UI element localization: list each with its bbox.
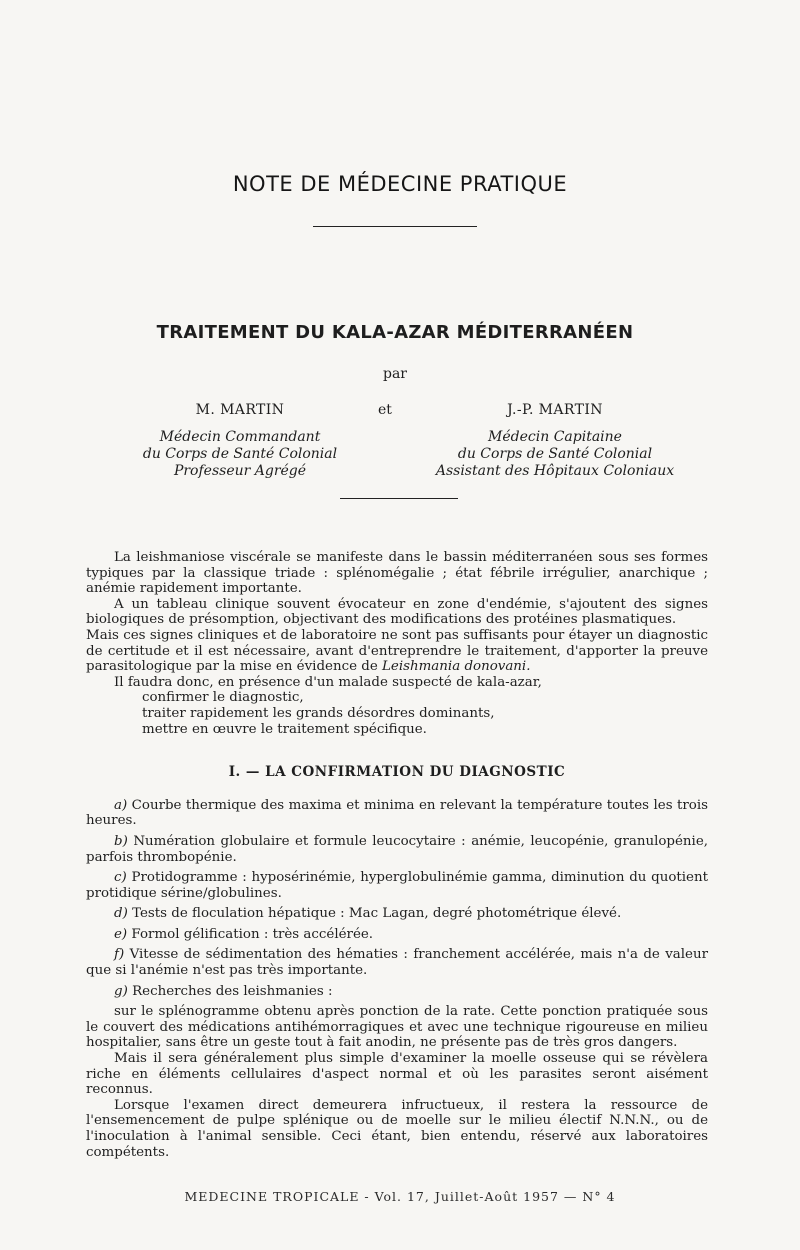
paragraph: Lorsque l'examen direct demeurera infructueux, il restera la ressource de l'ensemencement de pulpe splénique ou de moelle sur le milieu électif N.N.N., ou de l'inoculation à l'animal sensible. Ceci étant, bien entendu, réservé aux laboratoires compétents.	[86, 1097, 708, 1160]
item-label: e)	[114, 926, 128, 942]
item-label: d)	[114, 906, 128, 922]
species-name: Leishmania donovani.	[382, 659, 531, 675]
item-label: a)	[114, 797, 128, 813]
item-text: Protidogramme : hyposérinémie, hyperglobulinémie gamma, diminution du quotient protidique sérine/globulines.	[86, 870, 708, 901]
author-title: Médecin Commandant	[159, 429, 321, 445]
list-item: traiter rapidement les grands désordres dominants,	[142, 705, 495, 721]
divider-rule	[340, 498, 458, 499]
item-text: Tests de floculation hépatique : Mac Lagan, degré photométrique élevé.	[132, 906, 622, 922]
byline-par: par	[382, 366, 407, 382]
article-title: TRAITEMENT DU KALA-AZAR MÉDITERRANÉEN	[156, 322, 634, 343]
list-item	[86, 870, 708, 901]
paragraph: sur le splénogramme obtenu après ponction de la rate. Cette ponction pratiquée sous le couvert des médications antihémorragiques et avec une technique rigoureuse en milieu hospitalier, sans être un geste tout à fait anodin, ne présente pas de très gros dangers.	[86, 1004, 708, 1051]
divider-rule	[313, 226, 477, 227]
section-heading: NOTE DE MÉDECINE PRATIQUE	[232, 172, 568, 196]
item-text: Courbe thermique des maxima et minima en relevant la température toutes les trois heures.	[86, 797, 708, 829]
objectives-list	[86, 690, 708, 737]
item-label: b)	[114, 833, 128, 849]
author-rank: Professeur Agrégé	[173, 463, 307, 479]
item-text: Vitesse de sédimentation des hématies : franchement accélérée, mais n'a de valeur que si l'anémie n'est pas très importante.	[86, 947, 708, 979]
item-label: c)	[114, 870, 127, 886]
article-body	[86, 550, 708, 1160]
author-title: Médecin Capitaine	[488, 429, 622, 445]
page-footer: MEDECINE TROPICALE - Vol. 17, Juillet-Août 1957 — N° 4	[184, 1189, 616, 1204]
author-affiliation: du Corps de Santé Colonial	[457, 446, 653, 462]
author-rank: Assistant des Hôpitaux Coloniaux	[435, 463, 675, 479]
item-label: f)	[114, 947, 125, 963]
paragraph: A un tableau clinique souvent évocateur en zone d'endémie, s'ajoutent des signes biologiques de présomption, objectivant des modifications des protéines plasmatiques.	[86, 596, 708, 628]
author-block-1	[110, 402, 370, 480]
paragraph: Mais il sera généralement plus simple d'examiner la moelle osseuse qui se révèlera riche en éléments cellulaires d'aspect normal et où les parasites seront aisément reconnus.	[86, 1051, 708, 1098]
list-item	[86, 906, 708, 922]
author-conjunction: et	[378, 402, 392, 418]
list-item	[86, 798, 708, 829]
list-item	[86, 927, 708, 943]
section-1-heading: I. — LA CONFIRMATION DU DIAGNOSTIC	[228, 764, 566, 781]
list-item	[86, 947, 708, 978]
author-affiliation: du Corps de Santé Colonial	[142, 446, 338, 462]
list-item	[86, 984, 708, 1000]
list-item	[86, 834, 708, 865]
list-item: mettre en œuvre le traitement spécifique.	[142, 721, 427, 737]
author-name: J.-P. MARTIN	[507, 402, 603, 418]
author-block-2	[420, 402, 690, 480]
item-label: g)	[114, 983, 128, 999]
item-text: Recherches des leishmanies :	[132, 983, 333, 999]
author-name: M. MARTIN	[195, 402, 285, 418]
list-item: confirmer le diagnostic,	[142, 690, 304, 706]
item-text: Numération globulaire et formule leucocytaire : anémie, leucopénie, granulopénie, parfois thrombopénie.	[86, 833, 709, 865]
item-text: Formol gélification : très accélérée.	[131, 926, 374, 942]
paragraph: La leishmaniose viscérale se manifeste dans le bassin méditerranéen sous ses formes typiques par la classique triade : splénomégalie ; état fébrile irrégulier, anarchique ; anémie rapidement importante.	[86, 550, 708, 597]
paragraph-text: Mais ces signes cliniques et de laboratoire ne sont pas suffisants pour étayer un diagnostic de certitude et il est nécessaire, avant d'entreprendre le traitement, d'apporter la preuve parasitologique par la mise en évidence de	[86, 627, 708, 675]
paragraph: Il faudra donc, en présence d'un malade suspecté de kala-azar,	[114, 674, 542, 690]
paragraph	[86, 628, 708, 675]
